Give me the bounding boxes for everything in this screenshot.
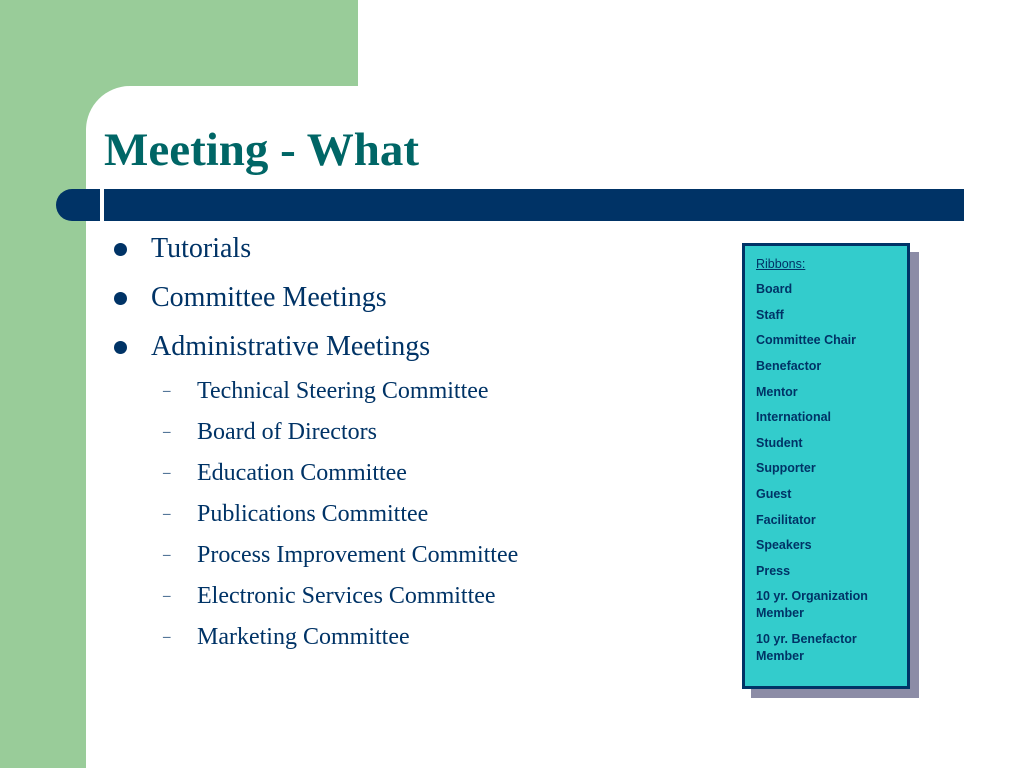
- dash-icon: –: [163, 629, 171, 645]
- ribbon-item: Speakers: [756, 538, 812, 552]
- bullet-dot-icon: [114, 292, 127, 305]
- ribbon-item: Student: [756, 436, 803, 450]
- ribbon-item: Press: [756, 564, 791, 578]
- sub-bullet-text: Marketing Committee: [197, 624, 410, 650]
- ribbon-item: Staff: [756, 308, 784, 322]
- ribbon-item: 10 yr. Benefactor Member: [756, 632, 857, 663]
- dash-icon: –: [163, 383, 171, 399]
- bullet-text: Tutorials: [151, 233, 252, 264]
- dash-icon: –: [163, 424, 171, 440]
- ribbons-heading: Ribbons:: [756, 257, 806, 271]
- sub-bullet-text: Process Improvement Committee: [197, 542, 519, 568]
- ribbon-item: Mentor: [756, 385, 798, 399]
- ribbon-item: Facilitator: [756, 513, 816, 527]
- dash-icon: –: [163, 547, 171, 563]
- sub-bullet-text: Technical Steering Committee: [197, 378, 489, 404]
- ribbon-item: Benefactor: [756, 359, 822, 373]
- bullet-text: Committee Meetings: [151, 282, 387, 313]
- ribbon-item: Committee Chair: [756, 333, 857, 347]
- ribbons-box: [742, 243, 910, 689]
- title-underline-bar: [56, 189, 964, 221]
- dash-icon: –: [163, 588, 171, 604]
- ribbon-item: Board: [756, 282, 793, 296]
- bullet-text: Administrative Meetings: [151, 331, 431, 362]
- ribbon-item: Supporter: [756, 461, 816, 475]
- ribbon-item: Guest: [756, 487, 792, 501]
- ribbon-item: International: [756, 410, 832, 424]
- dash-icon: –: [163, 506, 171, 522]
- title-bar-notch: [100, 185, 104, 225]
- sub-bullet-text: Publications Committee: [197, 501, 429, 527]
- ribbon-item: 10 yr. Organization Member: [756, 589, 868, 620]
- dash-icon: –: [163, 465, 171, 481]
- sub-bullet-text: Education Committee: [197, 460, 407, 486]
- bullet-dot-icon: [114, 243, 127, 256]
- bullet-dot-icon: [114, 341, 127, 354]
- sub-bullet-text: Electronic Services Committee: [197, 583, 496, 609]
- white-top-band: [358, 0, 1024, 90]
- sub-bullet-text: Board of Directors: [197, 419, 377, 445]
- slide-title: Meeting - What: [104, 124, 420, 176]
